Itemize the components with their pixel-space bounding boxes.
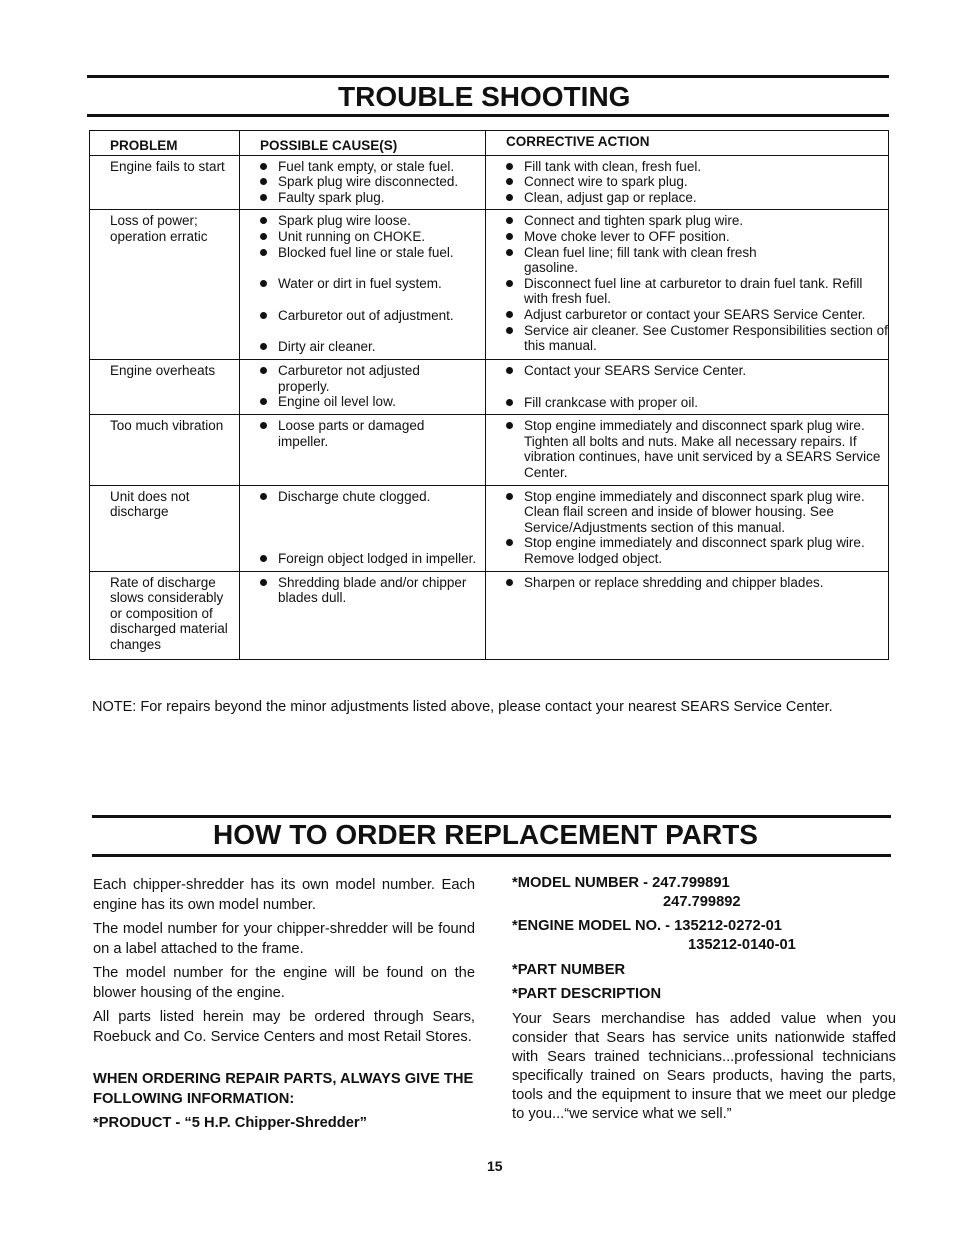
action-item: Fill tank with clean, fresh fuel. [506,159,888,175]
order-right-column [512,874,896,1124]
cause-item: Foreign object lodged in impeller. [260,551,485,567]
order-top-rule [92,815,891,818]
action-item: Clean fuel line; fill tank with clean fresh gasoline. [506,245,888,276]
actions-cell [486,155,889,210]
cause-item: Dirty air cleaner. [260,339,485,355]
top-rule [87,75,889,78]
value-paragraph: Your Sears merchandise has added value when you consider that Sears has service units nationwide staffed with Sears trained technicians...professional technicians specifically trained on Sears products, having the parts, tools and the equipment to insure that we meet our pledge to you...“we service what we sell.” [512,1011,896,1122]
header-problem: PROBLEM [90,131,240,156]
problem-cell: Rate of discharge slows considerably or composition of discharged material changes [90,571,240,659]
header-action: CORRECTIVE ACTION [486,131,889,156]
order-underline [92,854,891,857]
causes-cell [240,155,486,210]
order-paragraph: The model number for your chipper-shredder will be found on a label attached to the frame. [93,921,475,957]
order-paragraph: Each chipper-shredder has its own model number. Each engine has its own model number. [93,877,475,913]
problem-cell: Engine overheats [90,359,240,414]
engine-model: *ENGINE MODEL NO. - 135212-0272-01 [512,918,782,934]
cause-item: Carburetor out of adjustment. [260,308,485,324]
problem-cell: Too much vibration [90,415,240,485]
order-paragraph: The model number for the engine will be found on the blower housing of the engine. [93,965,475,1001]
cause-item: Unit running on CHOKE. [260,229,485,245]
table-row [90,415,889,485]
action-item: Service air cleaner. See Customer Responsibilities section of this manual. [506,323,888,354]
action-item: Fill crankcase with proper oil. [506,395,888,411]
causes-cell [240,359,486,414]
product-line: *PRODUCT - “5 H.P. Chipper-Shredder” [93,1115,367,1131]
cause-item: Spark plug wire disconnected. [260,174,485,190]
action-item: Stop engine immediately and disconnect spark plug wire. Clean flail screen and inside of blower housing. See Service/Adjustments section of this manual. [506,489,888,536]
problem-cell: Loss of power; operation erratic [90,210,240,360]
order-parts-title: HOW TO ORDER REPLACEMENT PARTS [213,819,758,850]
order-paragraph: All parts listed herein may be ordered through Sears, Roebuck and Co. Service Centers and most Retail Stores. [93,1009,475,1045]
problem-cell: Unit does not discharge [90,485,240,571]
cause-item: Blocked fuel line or stale fuel. [260,245,485,261]
table-row [90,485,889,571]
cause-item: Carburetor not adjusted properly. [260,363,485,394]
part-description-label: *PART DESCRIPTION [512,986,662,1002]
causes-cell [240,485,486,571]
engine-model-2: 135212-0140-01 [688,937,796,953]
table-row [90,571,889,659]
cause-item: Shredding blade and/or chipper blades dull. [260,575,485,606]
cause-item: Faulty spark plug. [260,190,485,206]
causes-cell [240,571,486,659]
causes-cell [240,415,486,485]
table-row [90,359,889,414]
cause-item: Water or dirt in fuel system. [260,276,485,292]
cause-item: Loose parts or damaged impeller. [260,418,485,449]
action-item: Stop engine immediately and disconnect spark plug wire. Tighten all bolts and nuts. Make all necessary repairs. If vibration continues, have unit serviced by a SEARS Service Center. [506,418,888,480]
model-number-2: 247.799892 [663,894,741,910]
cause-item: Discharge chute clogged. [260,489,485,505]
part-number-label: *PART NUMBER [512,962,626,978]
actions-cell [486,359,889,414]
causes-cell [240,210,486,360]
when-ordering-heading: WHEN ORDERING REPAIR PARTS, ALWAYS GIVE THE FOLLOWING INFORMATION: [93,1071,474,1107]
actions-cell [486,210,889,360]
problem-cell: Engine fails to start [90,155,240,210]
header-causes: POSSIBLE CAUSE(S) [240,131,486,156]
action-item: Connect wire to spark plug. [506,174,888,190]
action-item: Contact your SEARS Service Center. [506,363,888,379]
action-item: Move choke lever to OFF position. [506,229,888,245]
repair-note: NOTE: For repairs beyond the minor adjustments listed above, please contact your nearest SEARS Service Center. [92,699,833,715]
actions-cell [486,571,889,659]
table-row [90,210,889,360]
action-item: Stop engine immediately and disconnect spark plug wire. Remove lodged object. [506,535,888,566]
action-item: Adjust carburetor or contact your SEARS Service Center. [506,307,888,323]
actions-cell [486,485,889,571]
cause-item: Fuel tank empty, or stale fuel. [260,159,485,175]
table-row [90,155,889,210]
action-item: Connect and tighten spark plug wire. [506,213,888,229]
cause-item: Engine oil level low. [260,394,485,410]
action-item: Sharpen or replace shredding and chipper blades. [506,575,888,591]
page-number: 15 [487,1158,503,1174]
trouble-shooting-title: TROUBLE SHOOTING [338,81,631,112]
action-item: Clean, adjust gap or replace. [506,190,888,206]
table-header-row [90,131,889,156]
troubleshooting-table [89,130,889,660]
cause-item: Spark plug wire loose. [260,213,485,229]
action-item: Disconnect fuel line at carburetor to drain fuel tank. Refill with fresh fuel. [506,276,888,307]
title-underline [87,114,889,117]
actions-cell [486,415,889,485]
model-number: *MODEL NUMBER - 247.799891 [512,875,730,891]
order-left-column [93,876,475,1139]
